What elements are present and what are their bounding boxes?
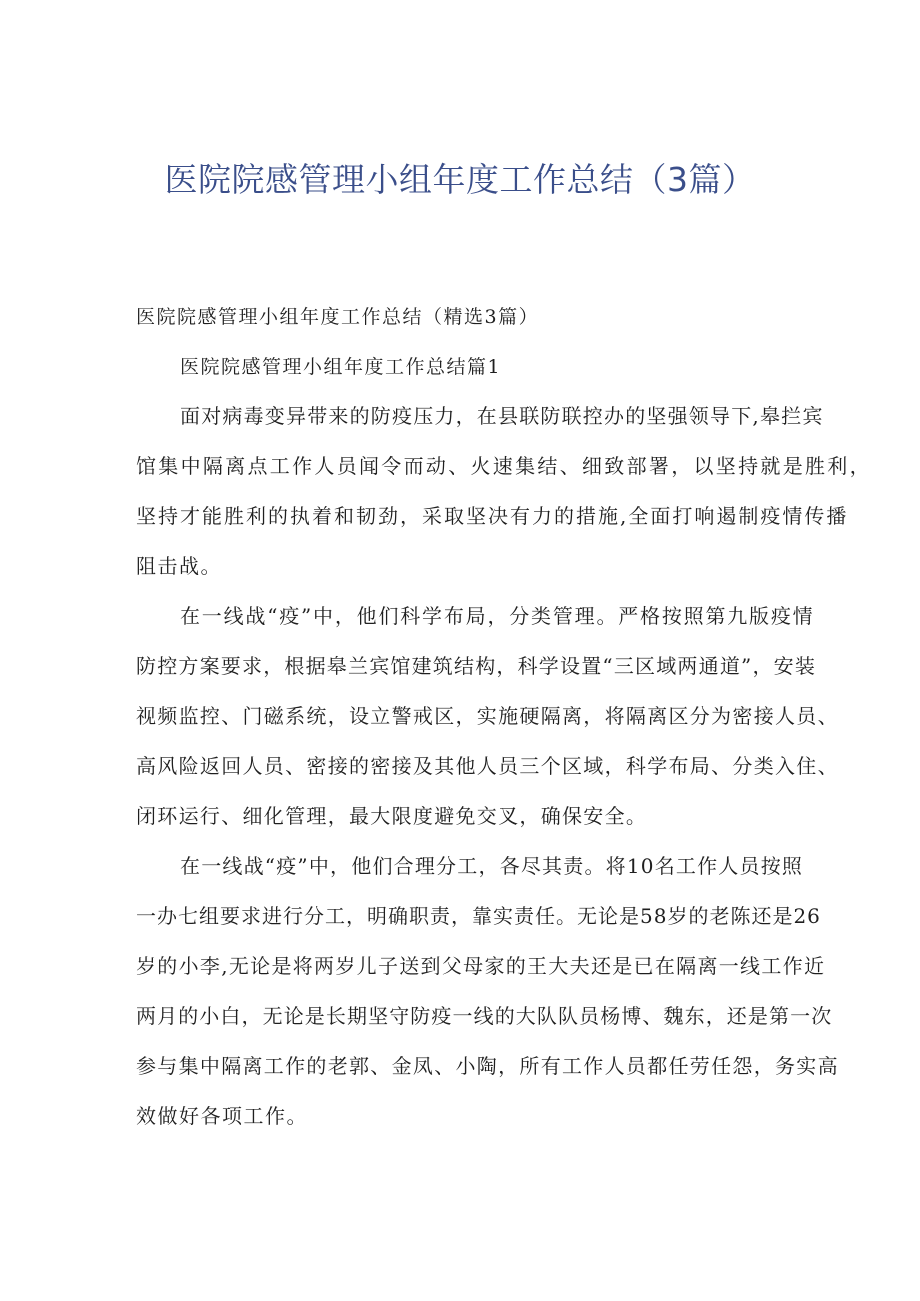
paragraph-line: 视频监控、门磁系统，设立警戒区，实施硬隔离，将隔离区分为密接人员、 — [136, 704, 839, 728]
paragraph-line: 坚持才能胜利的执着和韧劲，采取坚决有力的措施,全面打响遏制疫情传播 — [136, 504, 849, 528]
paragraph-line: 闭环运行、细化管理，最大限度避免交叉，确保安全。 — [136, 804, 648, 828]
paragraph-line: 面对病毒变异带来的防疫压力，在县联防联控办的坚强领导下,皋拦宾 — [180, 404, 824, 428]
paragraph-line: 阻击战。 — [136, 554, 222, 578]
paragraph-line: 两月的小白，无论是长期坚守防疫一线的大队队员杨博、魏东，还是第一次 — [136, 1004, 833, 1028]
paragraph-line: 一办七组要求进行分工，明确职责，靠实责任。无论是58岁的老陈还是26 — [136, 904, 821, 928]
paragraph-line: 在一线战“疫”中，他们科学布局，分类管理。严格按照第九版疫情 — [180, 604, 815, 628]
section-heading: 医院院感管理小组年度工作总结篇1 — [180, 356, 502, 378]
paragraph-line: 高风险返回人员、密接的密接及其他人员三个区域，科学布局、分类入住、 — [136, 754, 839, 778]
paragraph-line: 岁的小李,无论是将两岁儿子送到父母家的王大夫还是已在隔离一线工作近 — [136, 954, 826, 978]
document-subtitle: 医院院感管理小组年度工作总结（精选3篇） — [136, 306, 540, 328]
paragraph-line: 效做好各项工作。 — [136, 1104, 308, 1128]
paragraph-line: 参与集中隔离工作的老郭、金凤、小陶，所有工作人员都任劳任怨，务实高 — [136, 1054, 839, 1078]
paragraph-line: 在一线战“疫”中，他们合理分工，各尽其责。将10名工作人员按照 — [180, 854, 804, 878]
document-title: 医院院感管理小组年度工作总结（3篇） — [164, 160, 756, 199]
paragraph-line: 馆集中隔离点工作人员闻令而动、火速集结、细致部署，以坚持就是胜利， — [136, 454, 872, 478]
paragraph-line: 防控方案要求，根据皋兰宾馆建筑结构，科学设置“三区域两通道”，安装 — [136, 654, 817, 678]
